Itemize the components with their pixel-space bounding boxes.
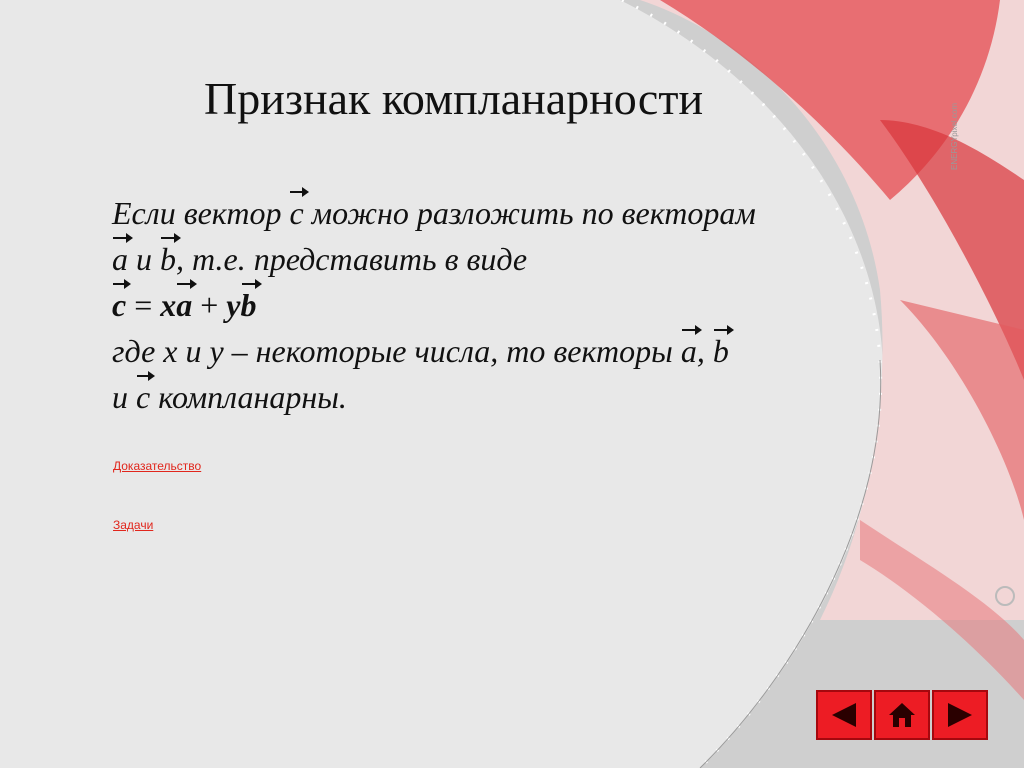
text-fragment: можно разложить по векторам	[303, 195, 756, 231]
text-fragment: где x и y – некоторые числа, то векторы	[112, 333, 681, 369]
next-slide-button[interactable]	[932, 690, 988, 740]
decomposition-formula	[112, 282, 852, 328]
text-fragment: и	[112, 379, 136, 415]
vector-c: c	[136, 374, 150, 420]
text-fragment: компланарны.	[150, 379, 347, 415]
slide-navigation	[816, 690, 988, 740]
text-fragment: , т.е. представить в виде	[176, 241, 528, 277]
tasks-link[interactable]: Задачи	[113, 518, 154, 532]
text-fragment: и	[128, 241, 160, 277]
proof-link[interactable]: Доказательство	[113, 459, 202, 473]
prev-slide-button[interactable]	[816, 690, 872, 740]
theorem-text	[112, 190, 852, 420]
coefficient-x: x	[160, 287, 177, 323]
text-fragment: ,	[696, 333, 713, 369]
text-fragment: Если вектор	[112, 195, 290, 231]
left-triangle-icon	[829, 700, 859, 730]
coefficient-y: y	[226, 287, 241, 323]
slide-title: Признак компланарности	[204, 73, 704, 124]
theorem-line-4	[112, 328, 852, 374]
plus-sign: +	[192, 287, 227, 323]
right-triangle-icon	[945, 700, 975, 730]
vector-a: a	[681, 328, 697, 374]
vector-a: a	[112, 236, 128, 282]
vector-b: b	[713, 328, 729, 374]
watermark: ENERGYpixel.com	[950, 103, 959, 170]
equals-sign: =	[126, 287, 161, 323]
vector-a: a	[176, 282, 192, 328]
home-icon	[887, 700, 917, 730]
vector-c: c	[112, 282, 126, 328]
vector-c: c	[289, 190, 303, 236]
vector-b: b	[241, 282, 257, 328]
theorem-line-5	[112, 374, 852, 420]
theorem-line-1	[112, 190, 852, 236]
theorem-line-2	[112, 236, 852, 282]
vector-b: b	[160, 236, 176, 282]
home-button[interactable]	[874, 690, 930, 740]
